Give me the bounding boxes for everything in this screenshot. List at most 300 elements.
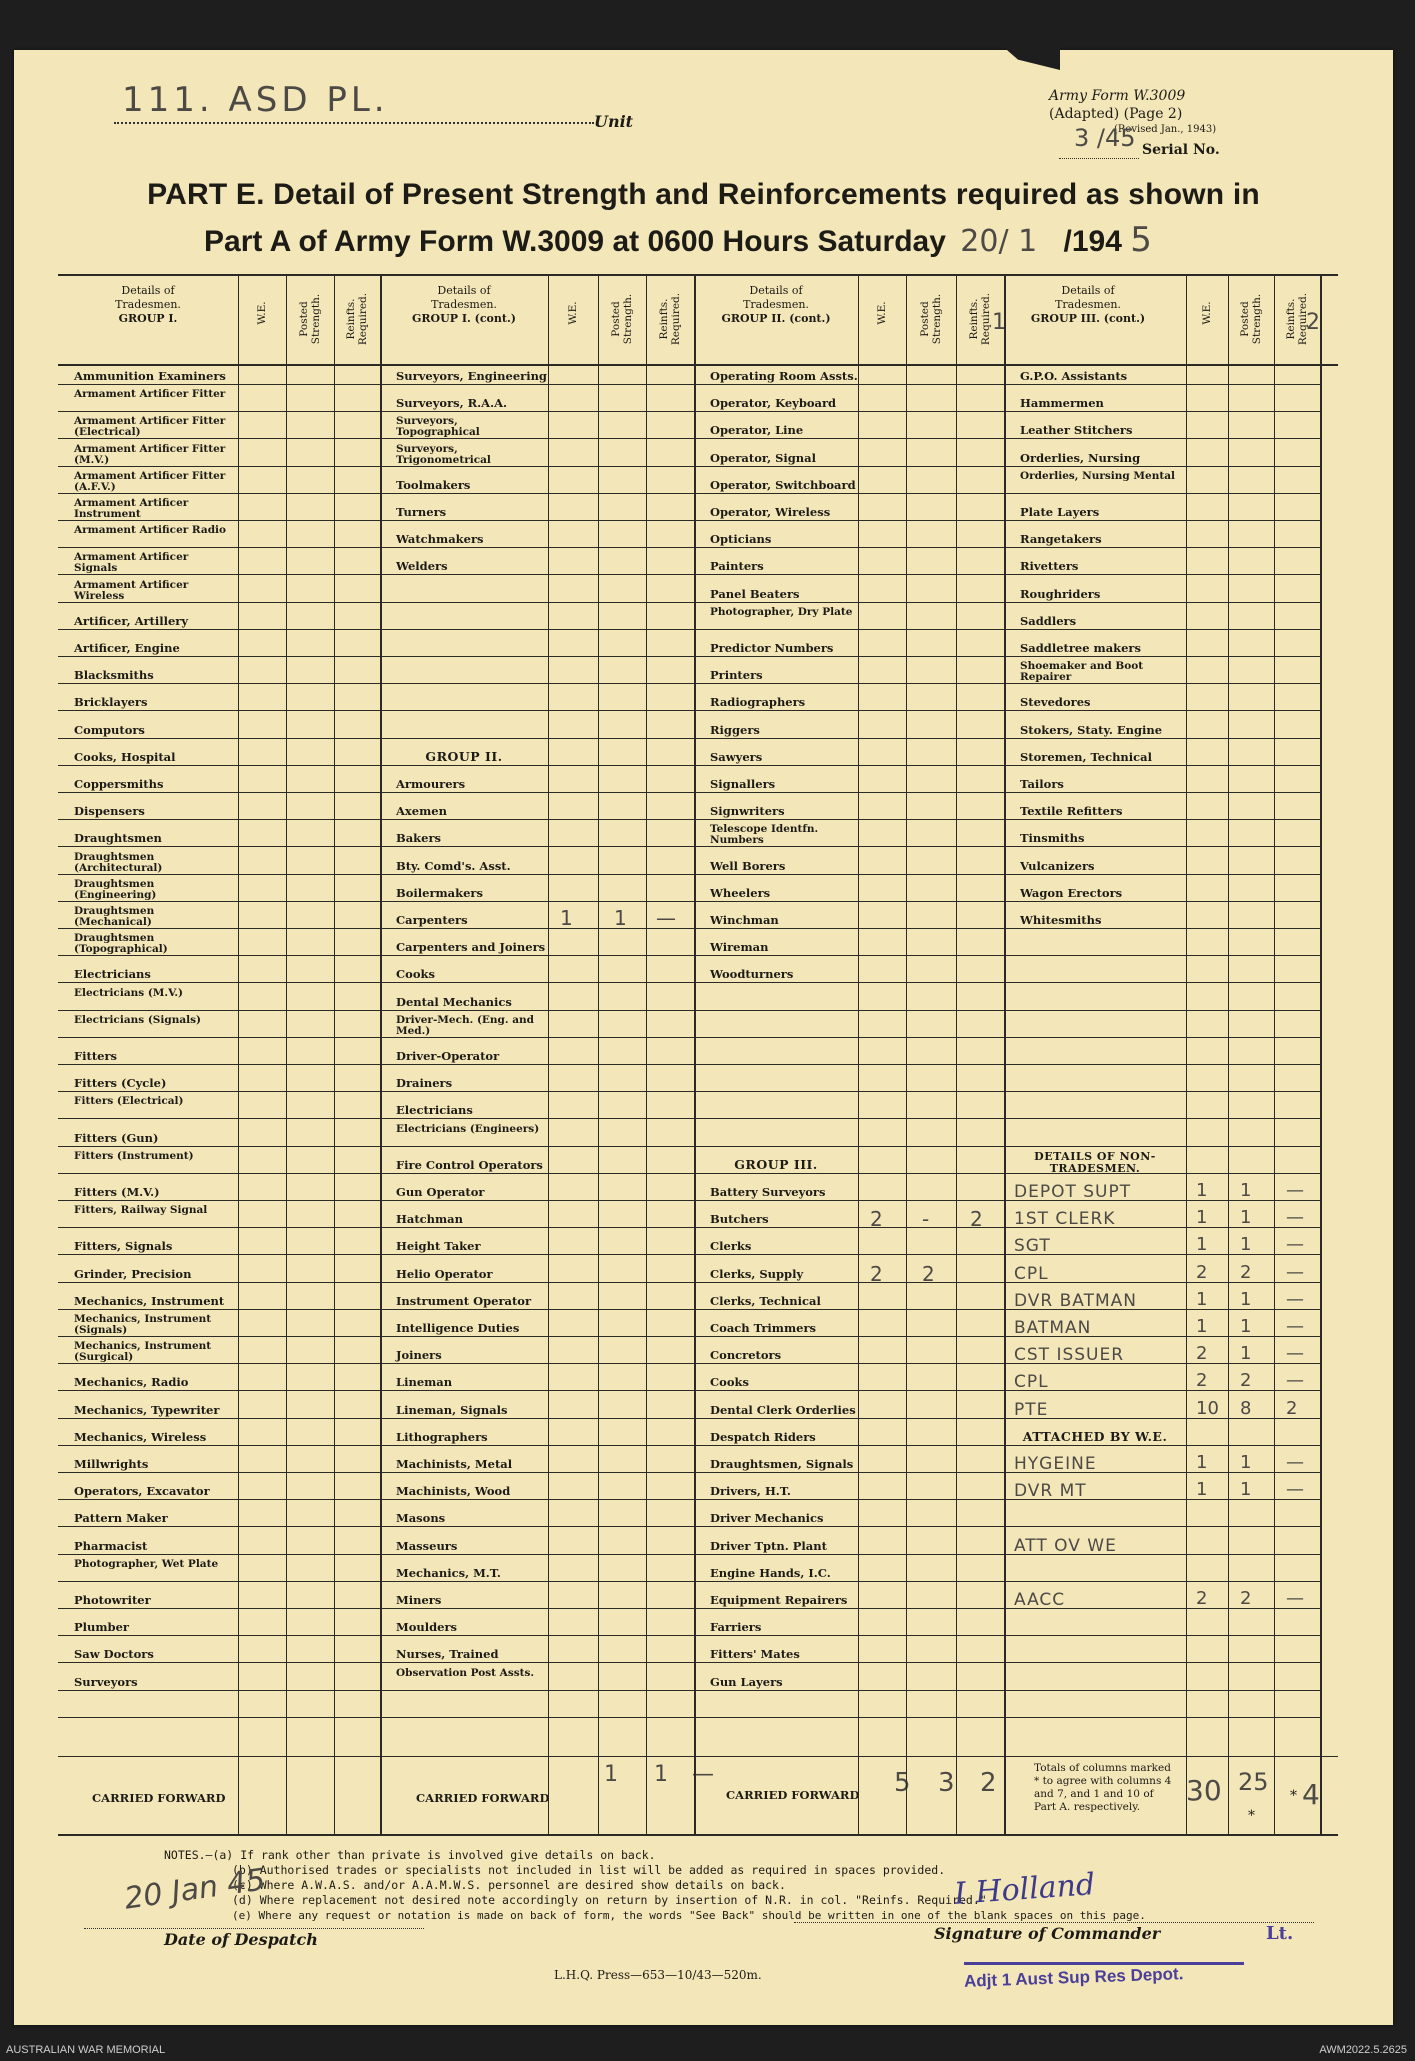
- table-column-rule: [1004, 274, 1006, 1834]
- col3-row-label: Panel Beaters: [710, 586, 800, 601]
- handwritten-value: 1: [1240, 1479, 1252, 1501]
- col4-row-label: Orderlies, Nursing Mental: [1020, 469, 1175, 482]
- col3-row-label: Fitters' Mates: [710, 1647, 800, 1662]
- serial-handwritten: 3 /45: [1074, 124, 1136, 152]
- table-row-rule: [694, 1091, 1004, 1092]
- col3-row-label: Operator, Switchboard: [710, 477, 856, 492]
- col2-row-label: Masseurs: [396, 1538, 458, 1553]
- col2-row-label: Instrument Operator: [396, 1293, 532, 1308]
- table-row-rule: [380, 384, 694, 385]
- col1-row-label: Cooks, Hospital: [74, 749, 176, 764]
- table-row-rule: [694, 901, 1004, 902]
- table-row-rule: [694, 928, 1004, 929]
- col1-row-label: Draughtsmen (Engineering): [74, 877, 157, 901]
- table-row-rule: [58, 1581, 380, 1582]
- table-row-rule: [694, 1445, 1004, 1446]
- col4-row-label: DVR MT: [1014, 1481, 1087, 1502]
- table-row-rule: [694, 1635, 1004, 1636]
- table-row-rule: [1004, 710, 1320, 711]
- col1-row-label: Fitters: [74, 1049, 118, 1063]
- table-row-rule: [1004, 574, 1320, 575]
- col2-row-label: Cooks: [396, 967, 435, 982]
- col4-row-label: Tailors: [1020, 777, 1064, 791]
- table-row-rule: [380, 928, 694, 929]
- handwritten-value: 2: [1240, 1370, 1252, 1392]
- col1-row-label: Operators, Excavator: [74, 1484, 210, 1499]
- table-row-rule: [1004, 629, 1320, 630]
- table-row-rule: [694, 1418, 1004, 1419]
- table-row-rule: [380, 1499, 694, 1500]
- table-row-rule: [694, 1554, 1004, 1555]
- col1-row-label: Computors: [74, 722, 145, 737]
- handwritten-value: —: [1286, 1261, 1304, 1283]
- table-column-rule: [858, 274, 859, 1834]
- col1-row-label: Armament Artificer Fitter: [74, 388, 226, 401]
- signature-line: [794, 1922, 1314, 1923]
- col2-row-label: Machinists, Metal: [396, 1457, 513, 1471]
- year-handwritten: 5: [1130, 220, 1152, 260]
- col3-row-label: Wireman: [710, 940, 769, 955]
- col4-row-label: DEPOT SUPT: [1014, 1182, 1132, 1202]
- table-row-rule: [58, 683, 380, 684]
- table-row-rule: [58, 819, 380, 820]
- table-row-rule: [1004, 411, 1320, 412]
- table-row-rule: [1004, 955, 1320, 956]
- handwritten-value: 2: [870, 1207, 883, 1232]
- col4-row-label: Rangetakers: [1020, 532, 1102, 547]
- col1-row-label: Millwrights: [74, 1457, 149, 1471]
- table-row-rule: [694, 384, 1004, 385]
- table-row-rule: [1004, 874, 1320, 875]
- col4-group-text: GROUP III. (cont.): [1030, 312, 1146, 325]
- total-we: 30: [1186, 1774, 1222, 1807]
- col3-row-label: Clerks, Supply: [710, 1266, 804, 1281]
- col2-row-label: Masons: [396, 1511, 446, 1526]
- col4-row-label: SGT: [1014, 1236, 1051, 1257]
- col1-we-header: W.E.: [256, 301, 268, 325]
- carried-forward-2: CARRIED FORWARD: [416, 1791, 550, 1805]
- table-row-rule: [694, 765, 1004, 766]
- col2-row-label: Armourers: [396, 777, 466, 791]
- table-row-rule: [1004, 1717, 1320, 1718]
- table-row-rule: [58, 466, 380, 467]
- col3-posted-header: Posted Strength.: [919, 293, 943, 345]
- table-row-rule: [1004, 1010, 1320, 1011]
- table-column-rule: [1274, 274, 1275, 1834]
- col1-row-label: Surveyors: [74, 1674, 138, 1689]
- handwritten-value: 1: [1196, 1479, 1208, 1501]
- table-row-rule: [380, 1173, 694, 1174]
- table-row-rule: [1004, 846, 1320, 847]
- col3-row-label: Operator, Signal: [710, 450, 816, 465]
- table-row-rule: [380, 493, 694, 494]
- table-row-rule: [380, 1418, 694, 1419]
- col1-row-label: Mechanics, Typewriter: [74, 1402, 220, 1417]
- col3-row-label: Predictor Numbers: [710, 641, 834, 655]
- col2-row-label: Surveyors, Engineering: [396, 369, 547, 383]
- table-row-rule: [58, 1608, 380, 1609]
- col4-row-label: Plate Layers: [1020, 505, 1100, 519]
- col3-details-header: [694, 284, 858, 326]
- table-row-rule: [694, 1064, 1004, 1065]
- table-row-rule: [694, 874, 1004, 875]
- handwritten-value: 1: [560, 906, 573, 930]
- col4-row-label: Shoemaker and Boot Repairer: [1020, 660, 1144, 684]
- table-row-rule: [58, 1010, 380, 1011]
- handwritten-value: 2: [1196, 1343, 1208, 1365]
- col2-we-header: W.E.: [567, 301, 579, 325]
- form-name: Army Form W.3009: [1049, 88, 1186, 104]
- col1-row-label: Mechanics, Instrument (Signals): [74, 1313, 212, 1336]
- table-row-rule: [58, 629, 380, 630]
- col4-row-label: DETAILS OF NON-TRADESMEN.: [1034, 1149, 1156, 1175]
- col3-row-label: Driver Mechanics: [710, 1511, 824, 1526]
- table-row-rule: [1004, 1581, 1320, 1582]
- title-line-2-wrap: [204, 220, 1152, 260]
- col2-row-label: Miners: [396, 1593, 442, 1607]
- table-row-rule: [694, 1227, 1004, 1228]
- col4-row-label: PTE: [1014, 1399, 1049, 1420]
- col3-reinfts-header: Reinfts. Required.: [968, 292, 992, 346]
- col4-row-label: CST ISSUER: [1014, 1345, 1125, 1366]
- col1-row-label: Saw Doctors: [74, 1647, 154, 1662]
- handwritten-value: —: [1286, 1479, 1304, 1501]
- col1-details-text: Details of Tradesmen.: [115, 284, 181, 311]
- col1-row-label: Artificer, Engine: [74, 641, 180, 655]
- table-row-rule: [380, 819, 694, 820]
- notes-block: [164, 1848, 1264, 1923]
- col3-row-label: Printers: [710, 668, 763, 683]
- carried-col3-we: 5: [894, 1768, 911, 1798]
- col3-row-label: Operator, Wireless: [710, 505, 831, 519]
- table-row-rule: [58, 1635, 380, 1636]
- title-line-2: Part A of Army Form W.3009 at 0600 Hours Saturday: [204, 225, 946, 258]
- col2-row-label: Mechanics, M.T.: [396, 1565, 501, 1580]
- unit-line: [114, 122, 594, 124]
- col4-row-label: Orderlies, Nursing: [1020, 450, 1141, 465]
- col1-row-label: Electricians (Signals): [74, 1013, 202, 1026]
- table-row-rule: [694, 1118, 1004, 1119]
- handwritten-value: —: [1286, 1288, 1304, 1310]
- table-row-rule: [58, 1690, 380, 1691]
- col2-row-label: Bakers: [396, 831, 441, 846]
- col4-row-label: Rivetters: [1020, 559, 1079, 574]
- table-row-rule: [380, 1282, 694, 1283]
- signature-handwritten: I Holland: [952, 1867, 1097, 1912]
- table-row-rule: [694, 1363, 1004, 1364]
- table-row-rule: [58, 411, 380, 412]
- table-row-rule: [1004, 1662, 1320, 1663]
- col2-row-label: Lithographers: [396, 1429, 488, 1444]
- col2-row-label: Carpenters: [396, 913, 468, 927]
- adjutant-stamp: Adjt 1 Aust Sup Res Depot.: [963, 1964, 1184, 1991]
- col1-row-label: Fitters (Gun): [74, 1130, 159, 1145]
- col3-row-label: Battery Surveyors: [710, 1185, 826, 1199]
- table-column-rule: [548, 274, 549, 1834]
- col1-row-label: Armament Artificer Signals: [74, 551, 189, 575]
- table-row-rule: [694, 819, 1004, 820]
- col2-row-label: Moulders: [396, 1620, 458, 1635]
- col4-row-label: Stevedores: [1020, 695, 1091, 710]
- col2-row-label: Electricians (Engineers): [396, 1122, 540, 1135]
- col1-row-label: Grinder, Precision: [74, 1266, 192, 1281]
- handwritten-value: —: [1286, 1316, 1304, 1337]
- table-row-rule: [58, 1717, 380, 1718]
- col3-row-label: Photographer, Dry Plate: [710, 605, 853, 618]
- table-row-rule: [1004, 901, 1320, 902]
- carried-col3-reinf: 2: [980, 1768, 997, 1798]
- table-row-rule: [694, 411, 1004, 412]
- table-row-rule: [380, 1581, 694, 1582]
- table-row-rule: [694, 547, 1004, 548]
- table-row-rule: [694, 520, 1004, 521]
- table-row-rule: [1004, 1445, 1320, 1446]
- total-reinf: 4: [1302, 1778, 1320, 1811]
- table-row-rule: [694, 710, 1004, 711]
- table-row-rule: [58, 1472, 380, 1473]
- table-row-rule: [694, 1146, 1004, 1147]
- col4-details-header: [1004, 284, 1172, 326]
- col3-row-label: Riggers: [710, 722, 760, 737]
- table-row-rule: [58, 738, 380, 739]
- col4-row-label: 1ST CLERK: [1014, 1209, 1116, 1230]
- table-row-rule: [58, 846, 380, 847]
- col1-row-label: Photowriter: [74, 1593, 151, 1607]
- table-row-rule: [58, 1499, 380, 1500]
- table-row-rule: [58, 1254, 380, 1255]
- col1-row-label: Draughtsmen (Topographical): [74, 932, 168, 956]
- col3-row-label: Operator, Line: [710, 423, 804, 438]
- col1-row-label: Armament Artificer Instrument: [74, 497, 189, 520]
- col2-row-label: Watchmakers: [396, 532, 484, 547]
- carried-forward-3: CARRIED FORWARD: [726, 1788, 860, 1802]
- col2-row-label: Driver-Mech. (Eng. and Med.): [396, 1013, 534, 1037]
- table-row-rule: [694, 1608, 1004, 1609]
- col1-row-label: Electricians (M.V.): [74, 986, 184, 999]
- table-carried-top: [58, 1756, 1338, 1757]
- col1-row-label: Mechanics, Instrument (Surgical): [74, 1340, 212, 1364]
- table-row-rule: [1004, 384, 1320, 385]
- col3-group-text: GROUP II. (cont.): [721, 312, 831, 325]
- handwritten-value: 1: [1240, 1316, 1252, 1337]
- col3-row-label: Coach Trimmers: [710, 1321, 816, 1335]
- table-row-rule: [58, 1227, 380, 1228]
- table-row-rule: [380, 1227, 694, 1228]
- col1-row-label: Armament Artificer Wireless: [74, 578, 189, 602]
- col2-row-label: GROUP II.: [425, 748, 503, 764]
- table-row-rule: [694, 792, 1004, 793]
- table-row-rule: [380, 955, 694, 956]
- asterisk-posted: *: [1248, 1808, 1255, 1824]
- handwritten-value: 1: [1240, 1207, 1252, 1229]
- table-row-rule: [58, 1418, 380, 1419]
- table-column-rule: [286, 274, 287, 1834]
- col1-row-label: Artificer, Artillery: [74, 613, 189, 628]
- col2-group-text: GROUP I. (cont.): [412, 312, 516, 325]
- col4-posted-header: Posted Strength.: [1239, 293, 1263, 345]
- handwritten-value: 10: [1196, 1397, 1219, 1419]
- col2-row-label: Machinists, Wood: [396, 1484, 511, 1499]
- handwritten-value: 2: [870, 1261, 883, 1286]
- col3-row-label: Telescope Identfn. Numbers: [710, 823, 819, 847]
- col2-row-label: Gun Operator: [396, 1185, 485, 1199]
- col4-reinfts-header: Reinfts. Required.: [1285, 292, 1309, 346]
- table-row-rule: [380, 1717, 694, 1718]
- col4-row-label: Tinsmiths: [1020, 831, 1085, 846]
- table-row-rule: [1004, 520, 1320, 521]
- table-row-rule: [694, 1390, 1004, 1391]
- table-row-rule: [58, 1118, 380, 1119]
- col4-row-label: CPL: [1014, 1372, 1049, 1393]
- table-row-rule: [380, 1526, 694, 1527]
- table-row-rule: [58, 1173, 380, 1174]
- col1-row-label: Ammunition Examiners: [74, 369, 226, 383]
- note-e: (e) Where any request or notation is made on back of form, the words "See Back" should be written in one of the blank spaces on this page.: [232, 1909, 1146, 1922]
- handwritten-value: 2: [1196, 1261, 1208, 1283]
- print-line: L.H.Q. Press—653—10/43—520m.: [554, 1968, 762, 1982]
- col2-row-label: Helio Operator: [396, 1266, 493, 1281]
- table-row-rule: [58, 656, 380, 657]
- table-row-rule: [694, 1526, 1004, 1527]
- handwritten-value: 1: [1196, 1234, 1208, 1256]
- table-row-rule: [58, 1146, 380, 1147]
- col3-row-label: Engine Hands, I.C.: [710, 1565, 831, 1580]
- table-row-rule: [694, 982, 1004, 983]
- table-row-rule: [58, 493, 380, 494]
- col1-row-label: Fitters, Signals: [74, 1239, 173, 1254]
- table-row-rule: [694, 1309, 1004, 1310]
- table-row-rule: [380, 629, 694, 630]
- table-column-rule: [646, 274, 647, 1834]
- table-column-rule: [238, 274, 239, 1834]
- table-row-rule: [380, 901, 694, 902]
- table-row-rule: [694, 1037, 1004, 1038]
- table-row-rule: [58, 1282, 380, 1283]
- carried-col3-posted: 3: [938, 1768, 955, 1798]
- col3-row-label: Signwriters: [710, 804, 785, 819]
- handwritten-value: 1: [1240, 1452, 1252, 1473]
- serial-label: Serial No.: [1142, 142, 1220, 158]
- table-row-rule: [694, 629, 1004, 630]
- col1-row-label: Draughtsmen (Architectural): [74, 850, 163, 874]
- form-revised: (Revised Jan., 1943): [1114, 124, 1217, 135]
- col3-row-label: Draughtsmen, Signals: [710, 1457, 854, 1471]
- table-row-rule: [1004, 1146, 1320, 1147]
- handwritten-value: —: [1286, 1452, 1304, 1473]
- col2-row-label: Surveyors, Trigonometrical: [396, 442, 491, 466]
- table-row-rule: [694, 1010, 1004, 1011]
- col3-row-label: Wheelers: [710, 885, 771, 900]
- table-row-rule: [58, 765, 380, 766]
- handwritten-value: 1: [1196, 1288, 1208, 1310]
- table-row-rule: [694, 1173, 1004, 1174]
- table-row-rule: [58, 982, 380, 983]
- table-row-rule: [380, 1309, 694, 1310]
- col4-row-label: AACC: [1014, 1590, 1066, 1610]
- unit-handwritten: 111. ASD PL.: [122, 80, 389, 120]
- col3-row-label: Sawyers: [710, 749, 763, 764]
- table-row-rule: [1004, 1282, 1320, 1283]
- title-line-1: PART E. Detail of Present Strength and Reinforcements required as shown in: [147, 178, 1260, 211]
- table-row-rule: [380, 683, 694, 684]
- table-row-rule: [380, 1363, 694, 1364]
- table-row-rule: [58, 928, 380, 929]
- col3-row-label: Cooks: [710, 1375, 749, 1390]
- table-column-rule: [334, 274, 335, 1834]
- col3-row-label: Gun Layers: [710, 1674, 783, 1689]
- table-row-rule: [380, 710, 694, 711]
- col3-row-label: Opticians: [710, 532, 772, 547]
- col4-row-label: DVR BATMAN: [1014, 1290, 1138, 1311]
- note-a-text: If rank other than private is involved give details on back.: [240, 1848, 656, 1862]
- col1-row-label: Plumber: [74, 1620, 129, 1635]
- col3-row-label: Concretors: [710, 1348, 782, 1363]
- header-hand-reinf: 2: [1306, 310, 1320, 335]
- col2-row-label: Carpenters and Joiners: [396, 940, 546, 955]
- table-column-rule: [380, 274, 382, 1834]
- table-row-rule: [380, 1037, 694, 1038]
- table-column-rule: [906, 274, 907, 1834]
- table-header-bottom: [58, 364, 1338, 366]
- table-row-rule: [694, 1690, 1004, 1691]
- table-row-rule: [694, 466, 1004, 467]
- col3-row-label: Clerks: [710, 1239, 752, 1254]
- table-row-rule: [58, 1526, 380, 1527]
- table-row-rule: [380, 411, 694, 412]
- table-row-rule: [380, 738, 694, 739]
- col4-we-header: W.E.: [1201, 301, 1213, 325]
- col1-row-label: Dispensers: [74, 804, 145, 819]
- handwritten-value: —: [1286, 1180, 1304, 1201]
- table-row-rule: [694, 656, 1004, 657]
- table-row-rule: [1004, 1118, 1320, 1119]
- table-row-rule: [380, 765, 694, 766]
- total-posted: 25: [1238, 1768, 1269, 1796]
- table-row-rule: [1004, 547, 1320, 548]
- col2-row-label: Drainers: [396, 1076, 453, 1091]
- col4-row-label: Wagon Erectors: [1020, 885, 1123, 900]
- form-page: [14, 50, 1393, 2025]
- despatch-label: Date of Despatch: [164, 1930, 318, 1949]
- col4-row-label: Stokers, Staty. Engine: [1020, 722, 1163, 737]
- asterisk-reinf: *: [1290, 1788, 1297, 1804]
- col2-row-label: Electricians: [396, 1103, 473, 1118]
- table-row-rule: [58, 1554, 380, 1555]
- table-row-rule: [380, 1554, 694, 1555]
- col2-row-label: Lineman: [396, 1375, 453, 1390]
- table-row-rule: [1004, 738, 1320, 739]
- table-row-rule: [380, 982, 694, 983]
- col2-details-header: [380, 284, 548, 326]
- col3-row-label: Dental Clerk Orderlies: [710, 1402, 856, 1417]
- table-column-rule: [1320, 274, 1322, 1834]
- signature-rule: [964, 1962, 1244, 1965]
- tradesmen-table: [58, 274, 1338, 1834]
- table-row-rule: [694, 1662, 1004, 1663]
- col3-details-text: Details of Tradesmen.: [743, 284, 809, 311]
- col4-row-label: ATTACHED BY W.E.: [1022, 1428, 1168, 1444]
- signature-rank: Lt.: [1266, 1923, 1294, 1944]
- col2-row-label: Fire Control Operators: [396, 1157, 543, 1172]
- table-row-rule: [380, 1200, 694, 1201]
- col4-details-text: Details of Tradesmen.: [1055, 284, 1121, 311]
- col2-row-label: Observation Post Assts.: [396, 1666, 535, 1679]
- table-column-rule: [1186, 274, 1187, 1834]
- year-print: /194: [1063, 225, 1122, 258]
- table-row-rule: [380, 1254, 694, 1255]
- table-row-rule: [694, 438, 1004, 439]
- col3-row-label: Clerks, Technical: [710, 1293, 821, 1308]
